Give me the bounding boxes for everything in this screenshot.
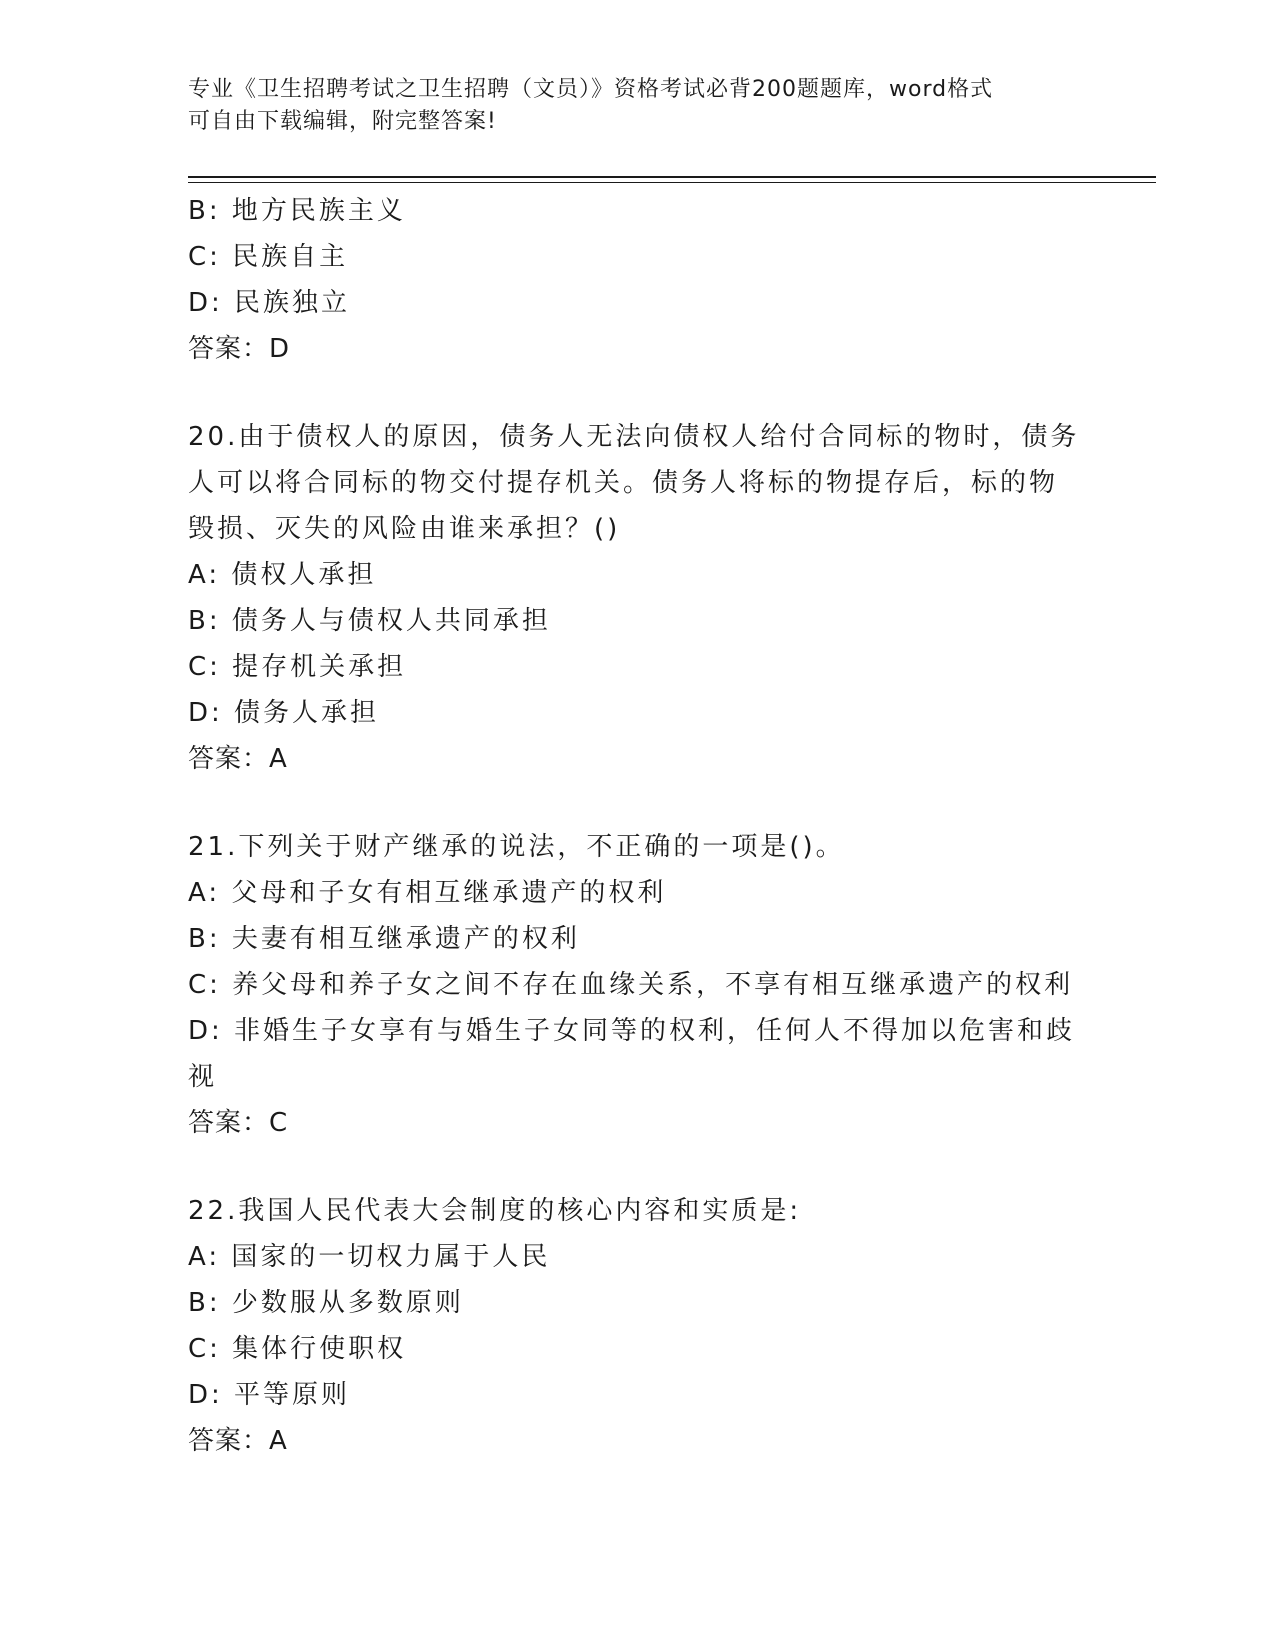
option-d: D: 非婚生子女享有与婚生子女同等的权利，任何人不得加以危害和歧: [188, 1016, 1076, 1046]
header-rule-thin: [188, 182, 1156, 183]
question-20: [188, 414, 1088, 782]
option-b: B: 债务人与债权人共同承担: [188, 606, 551, 636]
question-text-line-3: 毁损、灭失的风险由谁来承担？(): [188, 514, 621, 544]
header-line-1: 专业《卫生招聘考试之卫生招聘（文员）》资格考试必背200题题库，word格式: [188, 77, 994, 102]
option-a: A: 债权人承担: [188, 560, 377, 590]
option-c: C: 养父母和养子女之间不存在血缘关系，不享有相互继承遗产的权利: [188, 970, 1074, 1000]
spacer: [188, 1146, 1088, 1188]
question-text-line-1: 20.由于债权人的原因，债务人无法向债权人给付合同标的物时，债务: [188, 422, 1080, 452]
option-a: A: 父母和子女有相互继承遗产的权利: [188, 878, 667, 908]
option-c: C: 提存机关承担: [188, 652, 407, 682]
question-text-line-1: 22.我国人民代表大会制度的核心内容和实质是:: [188, 1196, 802, 1226]
question-text-line-1: 21.下列关于财产继承的说法，不正确的一项是()。: [188, 832, 845, 862]
option-b: B: 地方民族主义: [188, 196, 406, 226]
option-d: D: 民族独立: [188, 288, 351, 318]
question-text-line-2: 人可以将合同标的物交付提存机关。债务人将标的物提存后，标的物: [188, 468, 1059, 498]
option-d: D: 平等原则: [188, 1380, 351, 1410]
answer: 答案：A: [188, 1426, 288, 1456]
option-a: A: 国家的一切权力属于人民: [188, 1242, 551, 1272]
header-line-2: 可自由下载编辑，附完整答案!: [188, 109, 497, 134]
spacer: [188, 372, 1088, 414]
answer: 答案：D: [188, 334, 291, 364]
option-d-continued: 视: [188, 1062, 218, 1092]
answer: 答案：A: [188, 744, 288, 774]
question-21: [188, 824, 1088, 1146]
document-header: [188, 74, 1088, 138]
option-b: B: 夫妻有相互继承遗产的权利: [188, 924, 580, 954]
spacer: [188, 782, 1088, 824]
question-19: [188, 188, 1088, 372]
question-22: [188, 1188, 1088, 1464]
header-rule-thick: [188, 176, 1156, 178]
document-body: [188, 188, 1088, 1464]
option-c: C: 集体行使职权: [188, 1334, 407, 1364]
option-b: B: 少数服从多数原则: [188, 1288, 464, 1318]
option-c: C: 民族自主: [188, 242, 349, 272]
answer: 答案：C: [188, 1108, 289, 1138]
option-d: D: 债务人承担: [188, 698, 380, 728]
